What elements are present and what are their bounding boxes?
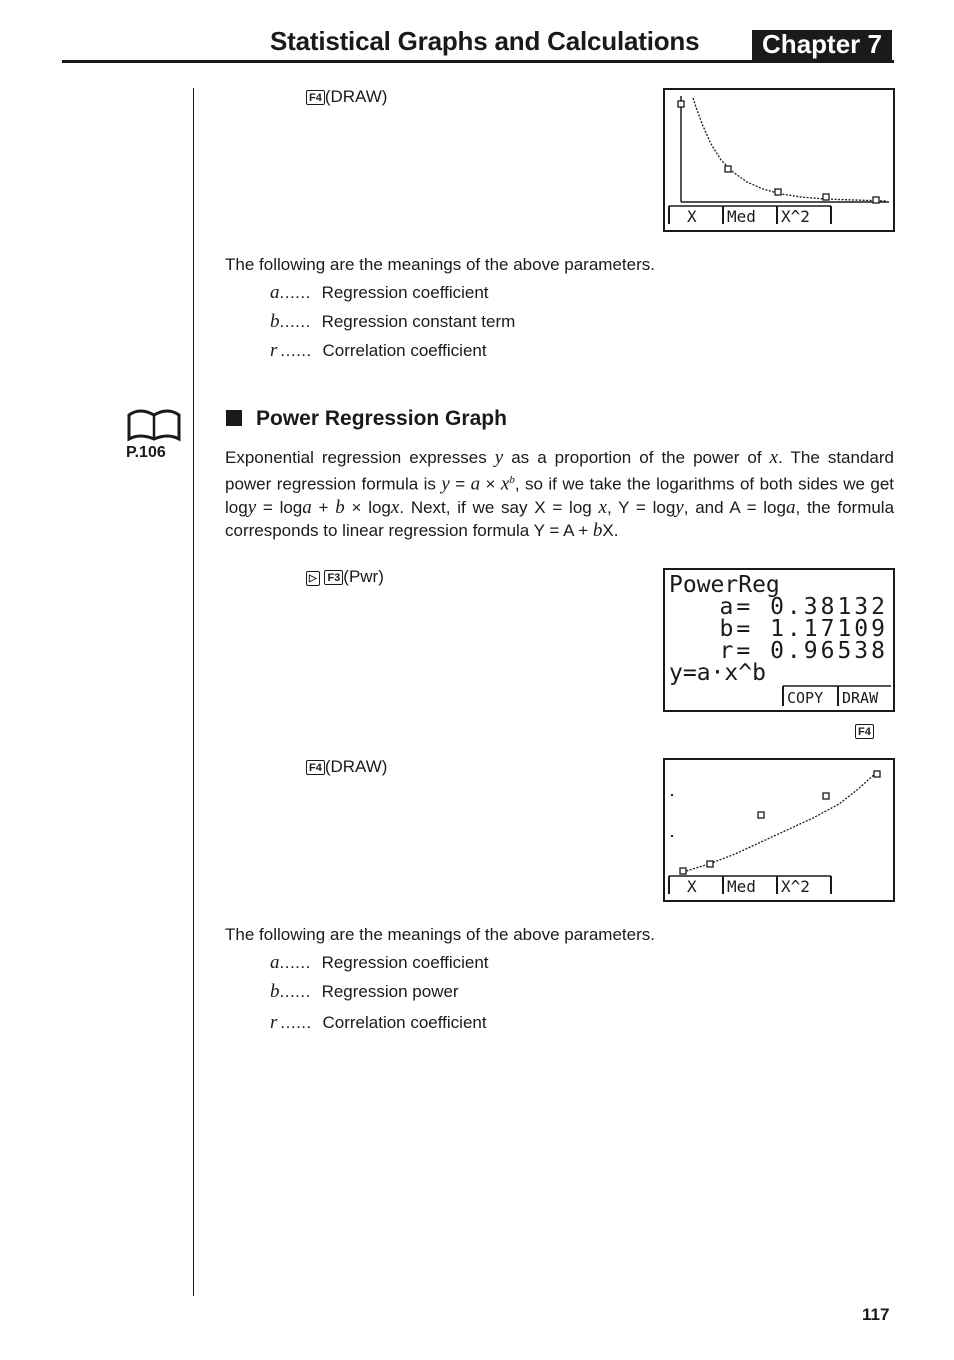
params-list-2 — [270, 948, 489, 1037]
params-intro-2: The following are the meanings of the above parameters. — [225, 925, 655, 944]
menu-tab-x2[interactable]: X^2 — [781, 877, 810, 896]
step2-instruction — [306, 567, 384, 587]
menu-tab-med[interactable]: Med — [727, 207, 756, 226]
math-var: y — [441, 473, 450, 495]
calculator-screen-powerreg — [663, 568, 895, 712]
math-var: x — [390, 496, 400, 518]
param-dots: ...... — [279, 982, 311, 1001]
param-meaning: Regression power — [321, 982, 459, 1001]
param-row-r — [270, 336, 515, 365]
step1-label: (DRAW) — [324, 87, 388, 106]
open-book-icon — [126, 405, 182, 443]
param-symbol: b — [270, 981, 280, 1002]
text: = log — [256, 497, 303, 517]
section-heading-text: Power Regression Graph — [256, 407, 507, 430]
reference-page-link[interactable]: P.106 — [126, 444, 166, 461]
step3-instruction — [306, 757, 387, 777]
text: × log — [344, 497, 391, 517]
text: X. — [602, 520, 619, 540]
f4-key-icon: F4 — [306, 760, 325, 775]
math-var: y — [494, 447, 504, 468]
text: = — [449, 474, 471, 494]
header-rule — [62, 60, 894, 63]
menu-tab-copy[interactable]: COPY — [787, 689, 824, 707]
param-meaning: Regression constant term — [321, 312, 516, 331]
math-var: x — [598, 496, 607, 518]
calculator-screen-exp-graph — [663, 88, 895, 232]
section-heading — [226, 407, 507, 431]
param-dots: ...... — [279, 953, 311, 972]
param-row-r — [270, 1008, 489, 1037]
text: . The standard power regression formula is — [225, 448, 894, 494]
param-symbol: r — [270, 1012, 278, 1033]
exponential-curve-graph — [665, 90, 893, 230]
param-row-b — [270, 977, 489, 1006]
step1-instruction — [306, 87, 387, 107]
f4-key-icon: F4 — [306, 90, 325, 105]
step2-label: (Pwr) — [343, 567, 384, 586]
math-var: y — [675, 496, 684, 518]
param-symbol: r — [270, 340, 278, 361]
params-intro-1: The following are the meanings of the above parameters. — [225, 255, 655, 274]
param-meaning: Regression coefficient — [321, 283, 489, 302]
menu-tab-med[interactable]: Med — [727, 877, 756, 896]
math-var: a — [302, 496, 312, 518]
text: Exponential regression expresses — [225, 448, 495, 467]
param-dots: ...... — [279, 312, 311, 331]
menu-tab-x2[interactable]: X^2 — [781, 207, 810, 226]
menu-tab-draw[interactable]: DRAW — [842, 689, 879, 707]
math-var: a — [785, 496, 796, 518]
powerreg-result-display — [665, 570, 893, 710]
screen-line-r: r= 0.96538 — [669, 638, 885, 664]
screen-line-title: PowerReg — [669, 572, 780, 598]
text: + — [311, 497, 336, 517]
text: as a proportion of the power of — [503, 448, 770, 467]
param-dots: ...... — [279, 283, 311, 302]
math-var: x — [500, 473, 510, 495]
math-var: b — [335, 496, 345, 518]
param-symbol: b — [270, 311, 280, 332]
step3-label: (DRAW) — [324, 757, 388, 776]
params-list-1 — [270, 278, 515, 365]
page-number: 117 — [862, 1305, 890, 1324]
param-symbol: a — [270, 282, 280, 303]
screen-line-a: a= 0.38132 — [669, 594, 885, 620]
reference-marker — [126, 405, 182, 448]
f4-key-icon: F4 — [855, 724, 874, 739]
text: . Next, if we say X = log — [399, 497, 599, 517]
param-row-b — [270, 307, 515, 336]
param-meaning: Correlation coefficient — [322, 1013, 487, 1032]
param-row-a — [270, 278, 515, 307]
chapter-badge: Chapter 7 — [752, 30, 892, 63]
power-regression-graph — [665, 760, 893, 900]
section-paragraph — [225, 446, 894, 542]
param-row-a — [270, 948, 489, 977]
square-bullet-icon — [226, 410, 242, 426]
f4-key-hint — [855, 723, 874, 741]
math-superscript: b — [509, 474, 515, 486]
menu-tab-x[interactable]: X — [687, 877, 697, 896]
text: , and A = log — [683, 497, 786, 517]
param-dots: ...... — [280, 341, 312, 360]
math-var: x — [769, 447, 779, 468]
param-meaning: Regression coefficient — [321, 953, 489, 972]
text: , Y = log — [606, 497, 676, 517]
text: × — [480, 474, 501, 494]
right-arrow-key-icon: ▷ — [306, 571, 320, 586]
text: , the formula corresponds to linear regression formula Y = A + — [225, 497, 895, 540]
text: , so if we take the logarithms of both sides we get log — [225, 474, 895, 517]
f3-key-icon: F3 — [324, 570, 343, 585]
math-var: a — [470, 473, 481, 495]
math-var: b — [592, 519, 603, 541]
screen-line-formula: y=a·x^b — [669, 660, 766, 686]
calculator-screen-power-graph — [663, 758, 895, 902]
margin-rule — [193, 88, 194, 1296]
screen-line-b: b= 1.17109 — [669, 616, 885, 642]
menu-tab-x[interactable]: X — [687, 207, 697, 226]
param-meaning: Correlation coefficient — [322, 341, 487, 360]
math-var: y — [247, 496, 257, 518]
page-header-title: Statistical Graphs and Calculations — [270, 26, 700, 56]
param-dots: ...... — [280, 1013, 312, 1032]
param-symbol: a — [270, 952, 280, 973]
